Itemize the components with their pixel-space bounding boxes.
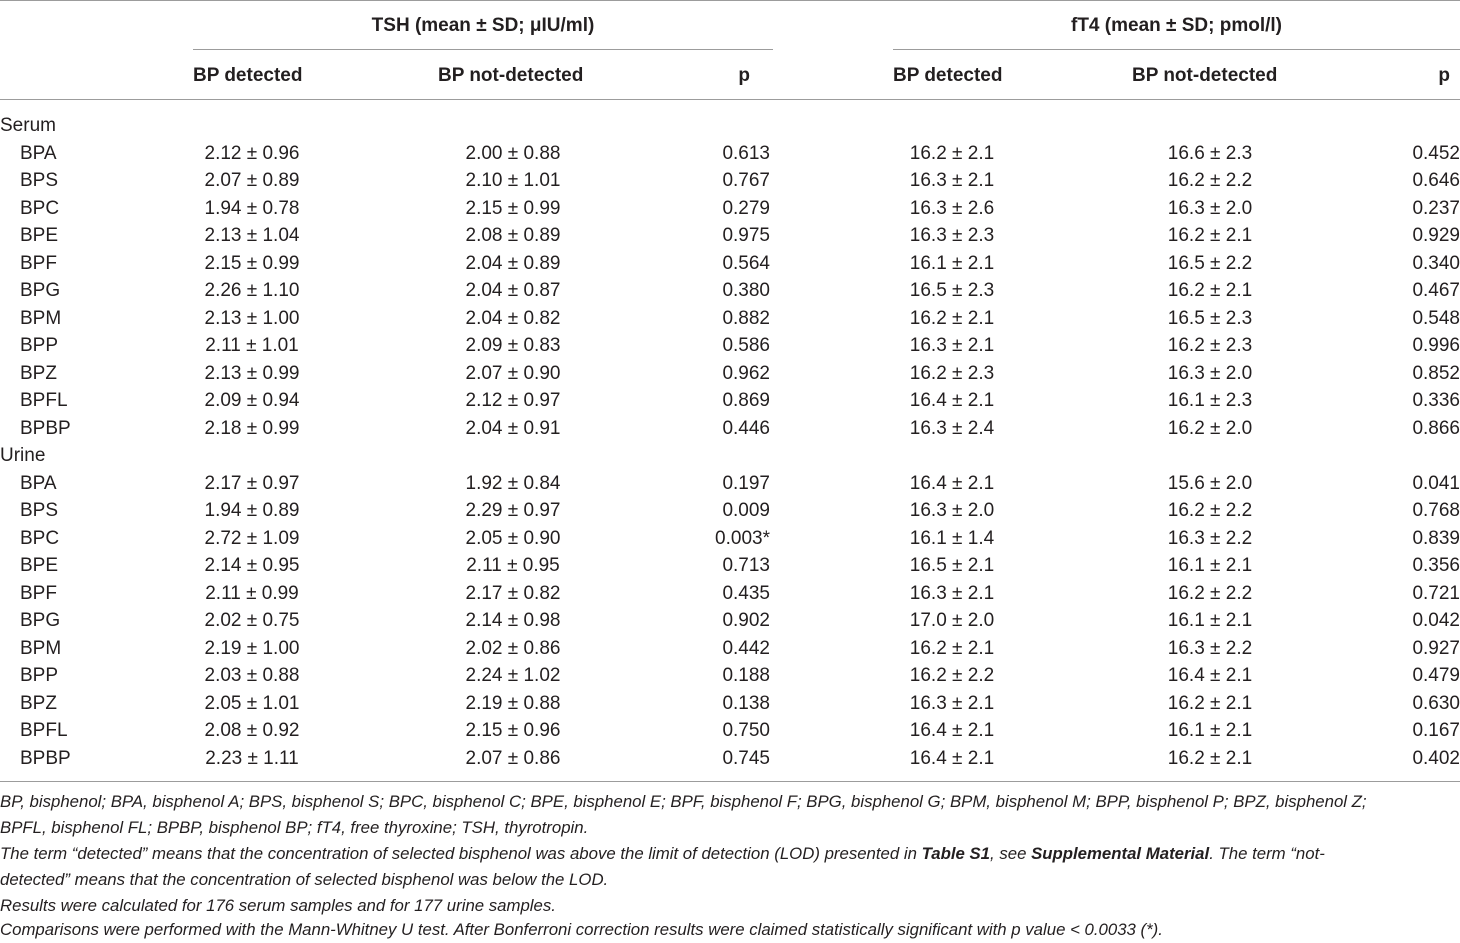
row-label: BPA: [20, 472, 57, 494]
supplemental-material-reference: Supplemental Material: [1031, 844, 1210, 863]
footnote-abbreviations-line1: BP, bisphenol; BPA, bisphenol A; BPS, bisphenol S; BPC, bisphenol C; BPE, bisphenol E; BPF, bisphenol F; BPG, bisphenol G; BPM, bisphenol M; BPP, bisphenol P; BPZ, bisphenol Z;: [0, 792, 1367, 811]
tsh-group-header: TSH (mean ± SD; μIU/ml): [371, 15, 595, 36]
footnote-detected-text-c: . The term “not-: [1209, 844, 1325, 863]
table-cell: 0.866: [1412, 417, 1460, 439]
footnote-detected-text-a: The term “detected” means that the concentration of selected bisphenol was above the limit of detection (LOD) presented in: [0, 844, 922, 863]
table-cell: 2.10 ± 1.01: [465, 170, 561, 191]
col-header-tsh-p: p: [738, 65, 750, 86]
table-cell: 2.14 ± 0.98: [465, 610, 561, 631]
table-cell: 2.15 ± 0.99: [204, 252, 300, 274]
table-cell: 2.02 ± 0.75: [204, 610, 300, 631]
table-cell: 0.356: [1412, 555, 1460, 576]
table-cell: 2.05 ± 0.90: [465, 527, 561, 549]
table-cell: 2.12 ± 0.96: [204, 142, 300, 164]
table-cell: 2.11 ± 0.99: [205, 582, 299, 604]
table-cell: 2.19 ± 0.88: [465, 692, 561, 714]
table-cell: 16.2 ± 2.3: [1167, 335, 1253, 356]
table-cell: 16.3 ± 2.0: [1167, 362, 1253, 384]
ft4-group-underline: [893, 49, 1460, 50]
table-cell: 0.750: [722, 720, 770, 741]
table-cell: 0.009: [722, 500, 770, 521]
table-cell: 0.713: [722, 555, 770, 576]
table-cell: 2.13 ± 1.04: [204, 225, 300, 246]
table-cell: 0.188: [722, 665, 770, 686]
table-cell: 0.962: [722, 362, 770, 384]
row-label: BPE: [20, 225, 59, 246]
col-header-ft4-not-detected: BP not-detected: [1132, 65, 1278, 86]
table-cell: 16.2 ± 2.2: [1167, 170, 1253, 191]
table-cell: 2.04 ± 0.89: [465, 252, 561, 274]
table-cell: 0.613: [722, 142, 770, 164]
table-cell: 2.12 ± 0.97: [465, 390, 561, 411]
table-cell: 16.2 ± 2.0: [1167, 417, 1253, 439]
table-cell: 2.08 ± 0.89: [465, 225, 561, 246]
table-cell: 0.452: [1412, 142, 1460, 164]
row-label: BPG: [20, 280, 61, 301]
tsh-group-underline: [193, 49, 773, 50]
footnote-comparisons-text: Comparisons were performed with the Mann-Whitney U test. After Bonferroni correction results were claimed statistically significant with p value < 0.0033 (*).: [0, 920, 1163, 939]
footnote-detected-line2: detected” means that the concentration of selected bisphenol was below the LOD.: [0, 870, 609, 889]
row-label: BPA: [20, 142, 57, 164]
table-cell: 0.548: [1412, 307, 1460, 329]
table-cell: 2.11 ± 0.95: [466, 555, 560, 576]
table-cell: 16.3 ± 2.2: [1167, 637, 1253, 659]
table-cell: 2.09 ± 0.83: [465, 335, 561, 356]
table-cell: 16.5 ± 2.3: [909, 280, 995, 301]
table-cell: 2.09 ± 0.94: [204, 390, 300, 411]
row-label: BPBP: [20, 747, 71, 769]
table-cell: 2.07 ± 0.86: [465, 747, 561, 769]
table-cell: 0.446: [722, 417, 770, 439]
table-cell: 0.340: [1412, 252, 1460, 274]
table-cell: 0.003*: [715, 527, 770, 549]
table-cell: 2.04 ± 0.91: [465, 417, 561, 439]
table-cell: 16.1 ± 2.1: [1167, 720, 1253, 741]
row-label: BPP: [20, 335, 59, 356]
row-label: BPF: [20, 582, 57, 604]
table-cell: 2.23 ± 1.11: [205, 747, 299, 769]
table-cell: 16.2 ± 2.1: [909, 307, 995, 329]
table-cell: 16.4 ± 2.1: [909, 390, 995, 411]
table-cell: 16.3 ± 2.6: [909, 197, 995, 219]
table-top-rule: [0, 0, 1460, 1]
table-cell: 0.745: [722, 747, 770, 769]
table-cell: 2.08 ± 0.92: [204, 720, 300, 741]
footnote-samples-text: Results were calculated for 176 serum samples and for 177 urine samples.: [0, 896, 556, 915]
table-cell: 17.0 ± 2.0: [909, 610, 995, 631]
table-cell: 2.15 ± 0.96: [465, 720, 561, 741]
row-label: BPFL: [20, 390, 68, 411]
table-cell: 16.1 ± 2.1: [1167, 555, 1253, 576]
table-cell: 16.6 ± 2.3: [1167, 142, 1253, 164]
table-cell: 0.336: [1412, 390, 1460, 411]
table-cell: 2.04 ± 0.87: [465, 280, 561, 301]
footnote-detected: [0, 841, 1325, 867]
table-cell: 0.237: [1412, 197, 1460, 219]
table-cell: 0.721: [1412, 582, 1460, 604]
table-cell: 16.2 ± 2.1: [1167, 747, 1253, 769]
table-cell: 16.3 ± 2.1: [909, 170, 995, 191]
row-label: BPS: [20, 170, 59, 191]
col-header-ft4-detected: BP detected: [893, 65, 1003, 86]
table-cell: 0.996: [1412, 335, 1460, 356]
table-cell: 2.72 ± 1.09: [204, 527, 300, 549]
row-label: BPM: [20, 307, 62, 329]
table-cell: 0.646: [1412, 170, 1460, 191]
footnote-abbreviations-line2: BPFL, bisphenol FL; BPBP, bisphenol BP; fT4, free thyroxine; TSH, thyrotropin.: [0, 818, 589, 837]
table-cell: 16.1 ± 2.3: [1167, 390, 1253, 411]
header-bottom-rule: [0, 99, 1460, 100]
table-cell: 1.94 ± 0.78: [204, 197, 300, 219]
table-cell: 2.29 ± 0.97: [465, 500, 561, 521]
footnote-detected-cont: [0, 867, 608, 893]
table-cell: 2.15 ± 0.99: [465, 197, 561, 219]
footnote-comparisons: [0, 917, 1163, 943]
table-cell: 16.5 ± 2.3: [1167, 307, 1253, 329]
table-cell: 16.2 ± 2.2: [1167, 582, 1253, 604]
row-label: BPM: [20, 637, 62, 659]
table-cell: 2.03 ± 0.88: [204, 665, 300, 686]
group-label-serum: Serum: [0, 115, 56, 136]
table-cell: 16.3 ± 2.1: [909, 335, 995, 356]
col-header-tsh-not-detected: BP not-detected: [438, 65, 584, 86]
table-cell: 0.839: [1412, 527, 1460, 549]
table-cell: 16.3 ± 2.1: [909, 582, 995, 604]
table-cell: 2.07 ± 0.90: [465, 362, 561, 384]
table-cell: 0.882: [722, 307, 770, 329]
table-cell: 16.1 ± 2.1: [909, 252, 995, 274]
row-label: BPG: [20, 610, 61, 631]
row-label: BPP: [20, 665, 59, 686]
table-cell: 16.2 ± 2.1: [909, 637, 995, 659]
table-s1-reference: Table S1: [921, 844, 991, 863]
table-cell: 16.5 ± 2.1: [909, 555, 995, 576]
table-cell: 0.975: [722, 225, 770, 246]
table-cell: 2.00 ± 0.88: [465, 142, 561, 164]
table-cell: 16.4 ± 2.1: [909, 472, 995, 494]
table-cell: 2.17 ± 0.82: [465, 582, 561, 604]
col-header-ft4-p: p: [1438, 65, 1450, 86]
table-cell: 16.2 ± 2.2: [1167, 500, 1253, 521]
row-label: BPZ: [20, 692, 57, 714]
table-cell: 2.04 ± 0.82: [465, 307, 561, 329]
footnote-abbreviations: [0, 789, 1367, 815]
table-cell: 16.5 ± 2.2: [1167, 252, 1253, 274]
table-cell: 16.3 ± 2.3: [909, 225, 995, 246]
row-label: BPZ: [20, 362, 57, 384]
table-cell: 2.17 ± 0.97: [204, 472, 300, 494]
table-cell: 0.197: [722, 472, 770, 494]
table-cell: 0.768: [1412, 500, 1460, 521]
table-cell: 2.19 ± 1.00: [204, 637, 300, 659]
table-cell: 2.24 ± 1.02: [465, 665, 561, 686]
table-cell: 0.041: [1412, 472, 1460, 494]
table-cell: 0.929: [1412, 225, 1460, 246]
row-label: BPE: [20, 555, 59, 576]
table-cell: 16.2 ± 2.1: [1167, 692, 1253, 714]
table-cell: 2.13 ± 0.99: [204, 362, 300, 384]
table-cell: 16.2 ± 2.2: [909, 665, 995, 686]
table-cell: 2.26 ± 1.10: [204, 280, 300, 301]
row-label: BPBP: [20, 417, 71, 439]
table-cell: 16.3 ± 2.0: [909, 500, 995, 521]
table-cell: 0.442: [722, 637, 770, 659]
row-label: BPC: [20, 197, 60, 219]
table-cell: 16.2 ± 2.1: [1167, 280, 1253, 301]
col-header-tsh-detected: BP detected: [193, 65, 303, 86]
table-cell: 0.852: [1412, 362, 1460, 384]
table-cell: 2.13 ± 1.00: [204, 307, 300, 329]
table-cell: 0.138: [722, 692, 770, 714]
row-label: BPFL: [20, 720, 68, 741]
table-cell: 16.3 ± 2.1: [909, 692, 995, 714]
table-cell: 2.14 ± 0.95: [204, 555, 300, 576]
table-cell: 0.167: [1412, 720, 1460, 741]
table-cell: 0.279: [722, 197, 770, 219]
table-cell: 0.435: [722, 582, 770, 604]
table-cell: 16.3 ± 2.4: [909, 417, 995, 439]
table-cell: 16.4 ± 2.1: [909, 720, 995, 741]
footnote-abbreviations-cont: [0, 815, 588, 841]
footnote-samples: [0, 893, 556, 919]
row-label: BPF: [20, 252, 57, 274]
table-bottom-rule: [0, 781, 1460, 782]
table-cell: 16.2 ± 2.1: [909, 142, 995, 164]
group-label-urine: Urine: [0, 445, 46, 466]
table-cell: 16.4 ± 2.1: [1167, 665, 1253, 686]
table-cell: 2.07 ± 0.89: [204, 170, 300, 191]
table-cell: 0.927: [1412, 637, 1460, 659]
table-cell: 16.3 ± 2.2: [1167, 527, 1253, 549]
row-label: BPS: [20, 500, 59, 521]
table-cell: 2.18 ± 0.99: [204, 417, 300, 439]
table-cell: 16.1 ± 1.4: [909, 527, 995, 549]
table-cell: 2.05 ± 1.01: [204, 692, 300, 714]
table-cell: 2.11 ± 1.01: [205, 335, 299, 356]
table-cell: 1.94 ± 0.89: [204, 500, 300, 521]
footnote-detected-text-b: , see: [990, 844, 1032, 863]
table-cell: 2.02 ± 0.86: [465, 637, 561, 659]
table-cell: 0.479: [1412, 665, 1460, 686]
table-cell: 16.2 ± 2.3: [909, 362, 995, 384]
table-cell: 0.767: [722, 170, 770, 191]
table-cell: 0.564: [722, 252, 770, 274]
table-cell: 0.042: [1412, 610, 1460, 631]
table-cell: 0.467: [1412, 280, 1460, 301]
table-cell: 16.2 ± 2.1: [1167, 225, 1253, 246]
row-label: BPC: [20, 527, 60, 549]
ft4-group-header: fT4 (mean ± SD; pmol/l): [1071, 15, 1282, 36]
table-cell: 1.92 ± 0.84: [465, 472, 561, 494]
table-cell: 16.1 ± 2.1: [1167, 610, 1253, 631]
table-cell: 0.630: [1412, 692, 1460, 714]
table-cell: 16.4 ± 2.1: [909, 747, 995, 769]
table-cell: 15.6 ± 2.0: [1167, 472, 1253, 494]
table-cell: 0.402: [1412, 747, 1460, 769]
table-cell: 0.902: [722, 610, 770, 631]
table-cell: 0.586: [722, 335, 770, 356]
table-cell: 0.380: [722, 280, 770, 301]
table-cell: 16.3 ± 2.0: [1167, 197, 1253, 219]
table-cell: 0.869: [722, 390, 770, 411]
